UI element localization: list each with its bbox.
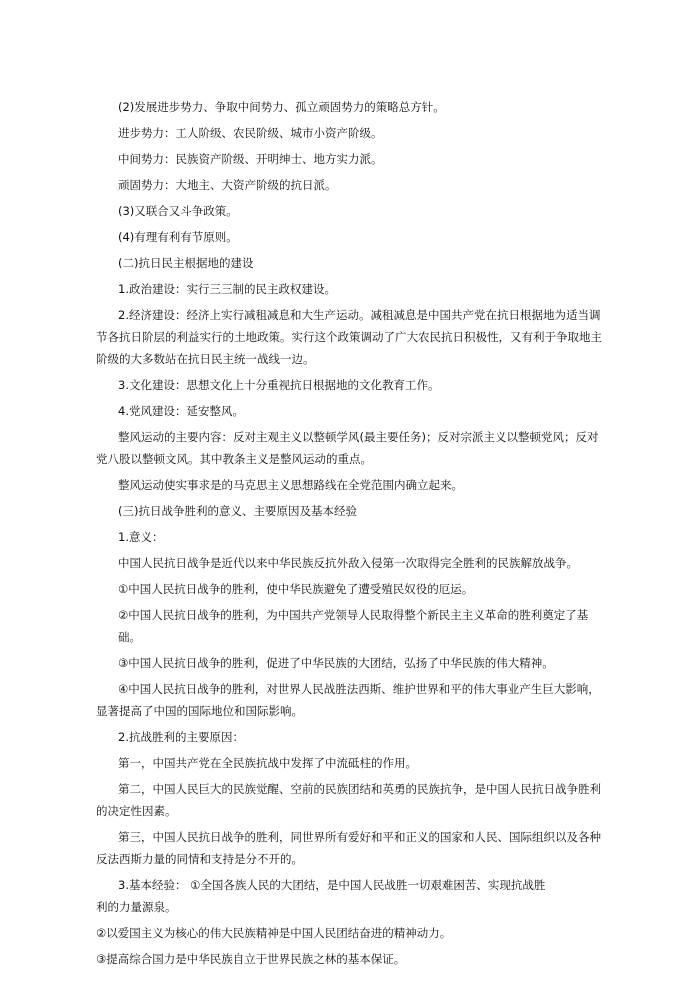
paragraph: 1.政治建设：实行三三制的民主政权建设。 bbox=[118, 282, 336, 296]
paragraph: 1.意义： bbox=[118, 530, 164, 544]
paragraph: (2)发展进步势力、争取中间势力、孤立顽固势力的策略总方针。 bbox=[118, 100, 445, 114]
paragraph: ②以爱国主义为核心的伟大民族精神是中国人民团结奋进的精神动力。 bbox=[96, 926, 452, 940]
paragraph: ③提高综合国力是中华民族自立于世界民族之林的基本保证。 bbox=[96, 952, 406, 966]
paragraph: 中国人民抗日战争是近代以来中华民族反抗外敌入侵第一次取得完全胜利的民族解放战争。 bbox=[118, 556, 578, 570]
paragraph: ①中国人民抗日战争的胜利，使中华民族避免了遭受殖民奴役的厄运。 bbox=[118, 582, 474, 596]
paragraph: (3)又联合又斗争政策。 bbox=[118, 204, 238, 218]
paragraph: 第一，中国共产党在全民族抗战中发挥了中流砥柱的作用。 bbox=[118, 756, 417, 770]
paragraph: (4)有理有利有节原则。 bbox=[118, 230, 238, 244]
document-body bbox=[96, 92, 606, 970]
section-heading: (二)抗日民主根据地的建设 bbox=[118, 256, 254, 270]
paragraph: 中间势力：民族资产阶级、开明绅士、地方实力派。 bbox=[118, 152, 383, 166]
paragraph: ②中国人民抗日战争的胜利，为中国共产党领导人民取得整个新民主主义革命的胜利奠定了基础。 bbox=[118, 608, 589, 644]
section-heading: (三)抗日战争胜利的意义、主要原因及基本经验 bbox=[118, 504, 357, 518]
paragraph: 顽固势力：大地主、大资产阶级的抗日派。 bbox=[118, 178, 337, 192]
paragraph: 4.党风建设：延安整风。 bbox=[118, 404, 244, 418]
paragraph: 2.抗战胜利的主要原因： bbox=[118, 730, 244, 744]
paragraph: 3.基本经验： ①全国各族人民的大团结，是中国人民战胜一切艰难困苦、实现抗战胜 bbox=[118, 878, 546, 892]
paragraph: 利的力量源泉。 bbox=[96, 900, 177, 914]
paragraph: 第二，中国人民巨大的民族觉醒、空前的民族团结和英勇的民族抗争，是中国人民抗日战争胜利的决定性因素。 bbox=[96, 782, 601, 818]
paragraph: ④中国人民抗日战争的胜利，对世界人民战胜法西斯、维护世界和平的伟大事业产生巨大影响，显著提高了中国的国际地位和国际影响。 bbox=[96, 682, 600, 718]
paragraph: 进步势力：工人阶级、农民阶级、城市小资产阶级。 bbox=[118, 126, 383, 140]
paragraph: 整风运动的主要内容：反对主观主义以整顿学风(最主要任务)；反对宗派主义以整顿党风；反对党八股以整顿文风。其中教条主义是整风运动的重点。 bbox=[96, 430, 599, 466]
paragraph: 整风运动使实事求是的马克思主义思想路线在全党范围内确立起来。 bbox=[118, 478, 463, 492]
paragraph: 2.经济建设：经济上实行减租减息和大生产运动。减租减息是中国共产党在抗日根据地为适当调节各抗日阶层的利益实行的土地政策。实行这个政策调动了广大农民抗日积极性，又有利于争取地主阶级的大多数站在抗日民主统一战线一边。 bbox=[96, 308, 602, 366]
paragraph: 第三，中国人民抗日战争的胜利，同世界所有爱好和平和正义的国家和人民、国际组织以及各种反法西斯力量的同情和支持是分不开的。 bbox=[96, 830, 601, 866]
paragraph: 3.文化建设：思想文化上十分重视抗日根据地的文化教育工作。 bbox=[118, 378, 440, 392]
paragraph: ③中国人民抗日战争的胜利，促进了中华民族的大团结，弘扬了中华民族的伟大精神。 bbox=[118, 656, 554, 670]
